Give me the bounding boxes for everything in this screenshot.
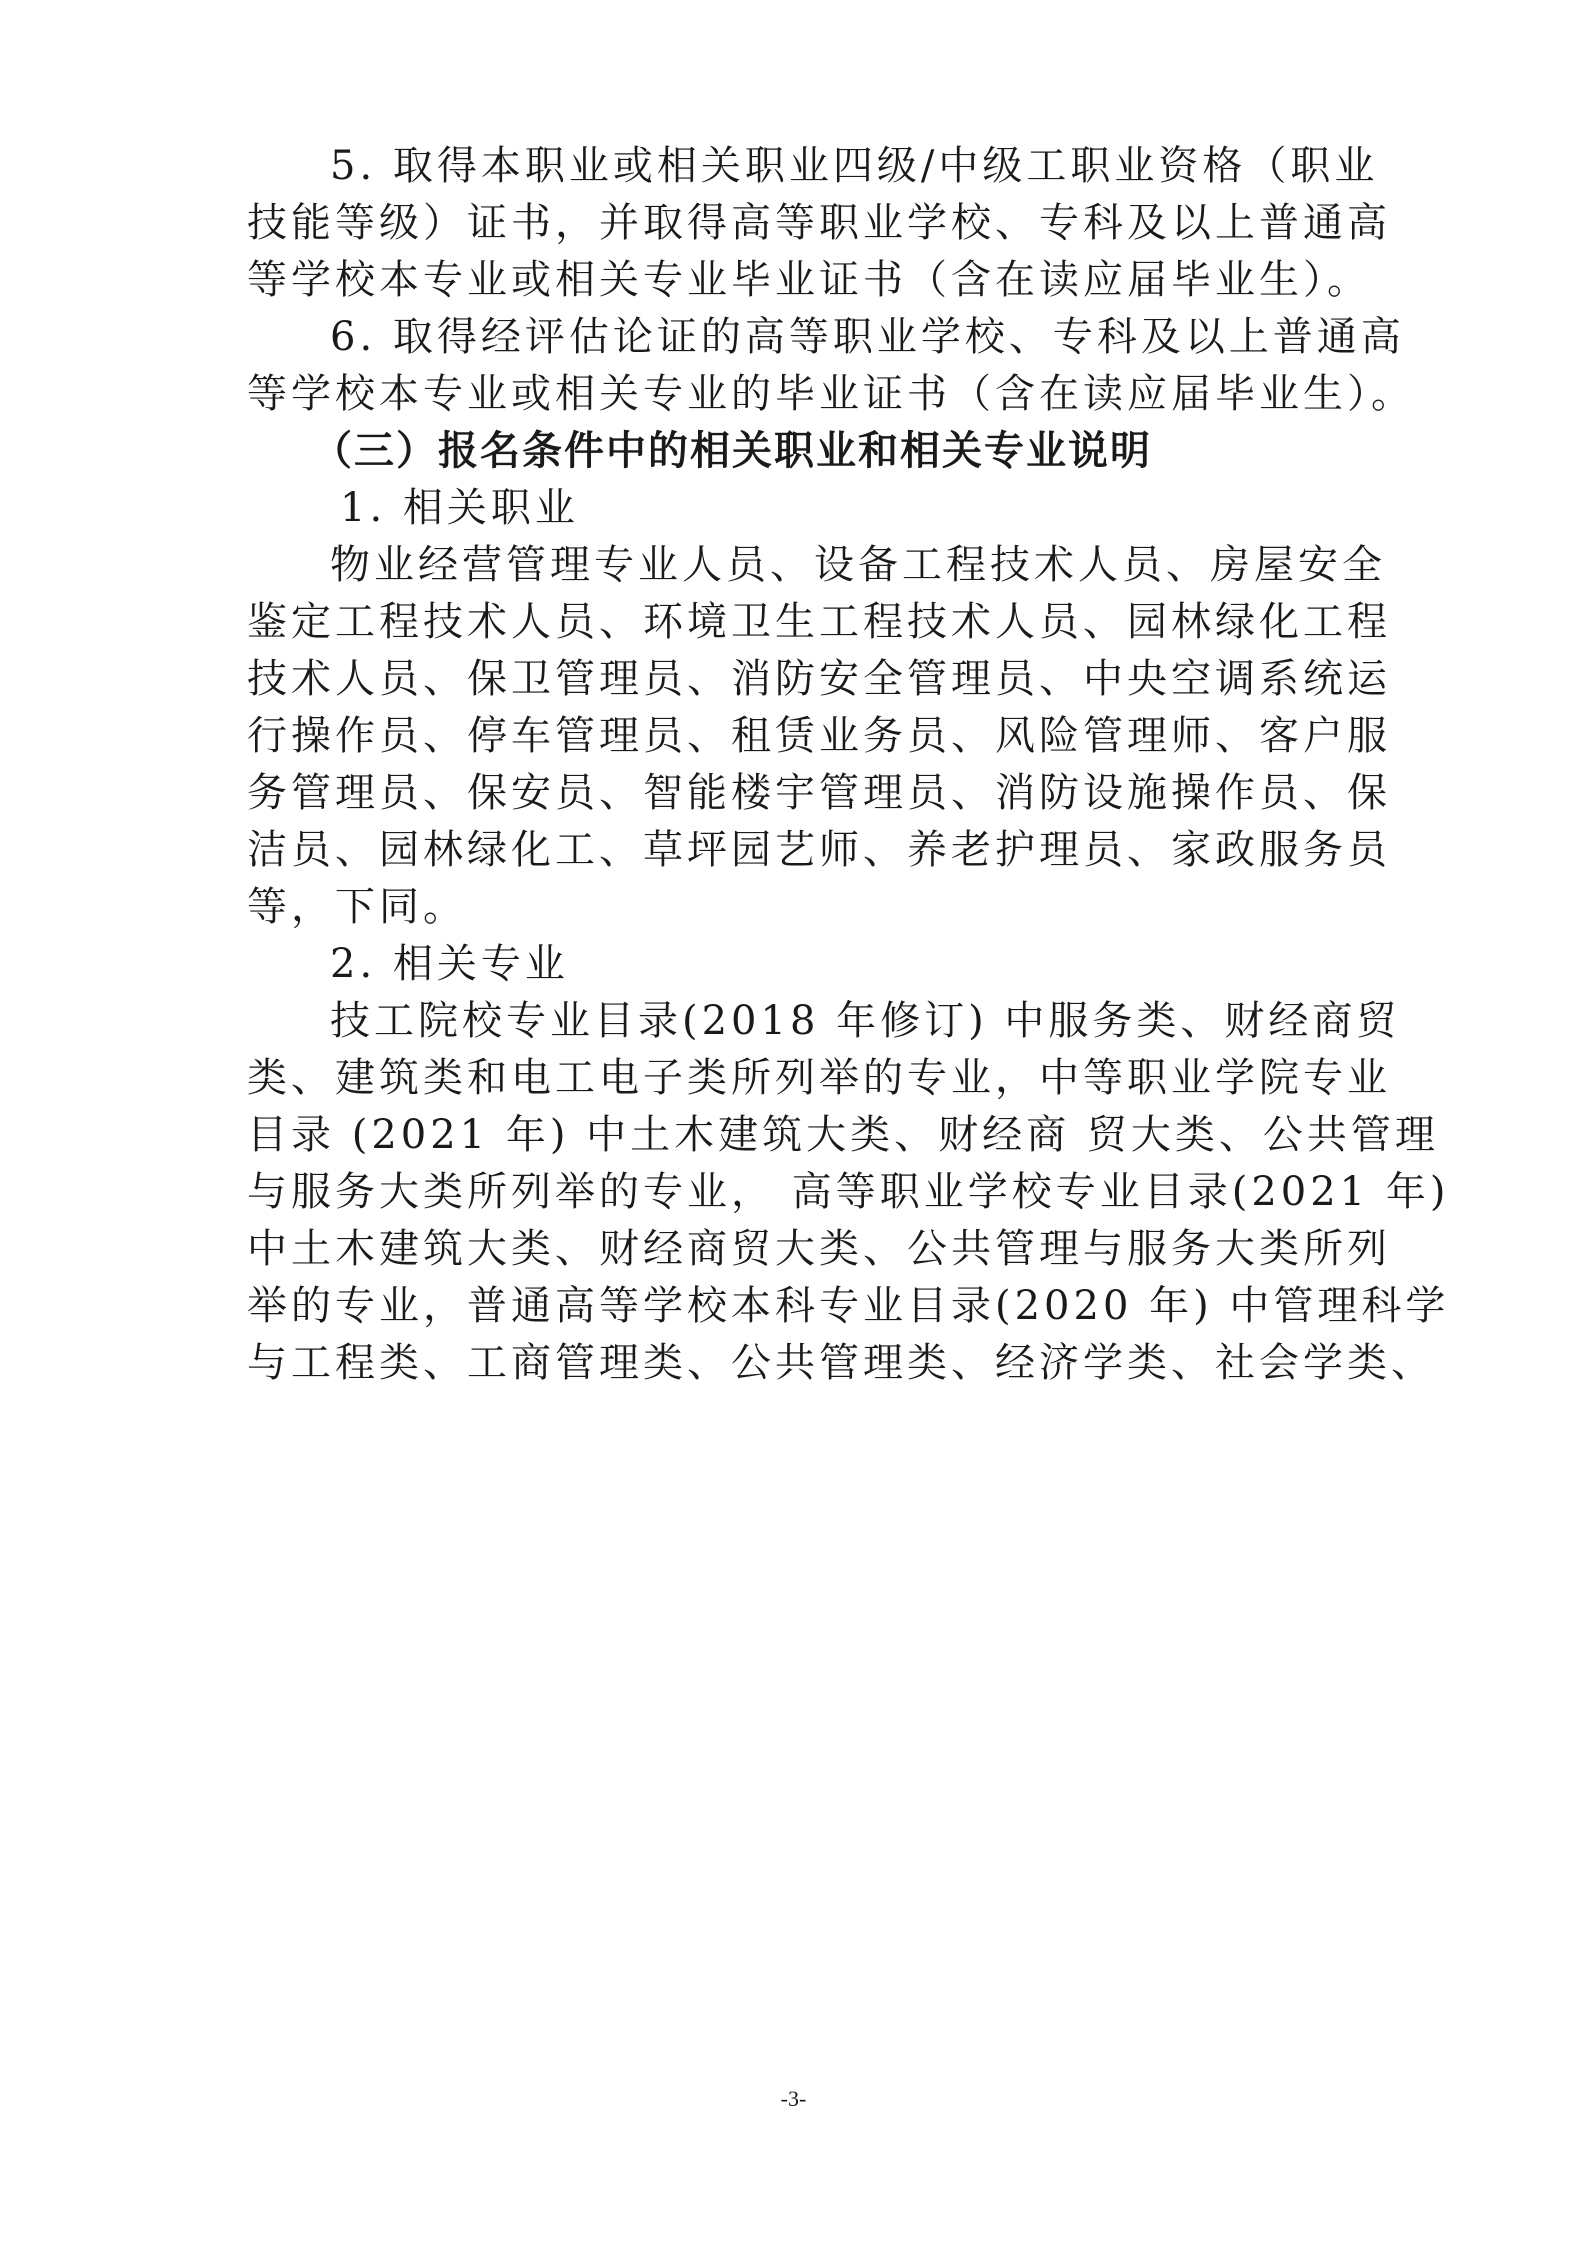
paragraph-6-line-1: 6. 取得经评估论证的高等职业学校、专科及以上普通高 bbox=[330, 314, 1405, 360]
majors-line-5: 中土木建筑大类、财经商贸大类、公共管理与服务大类所列 bbox=[247, 1226, 1391, 1272]
occupations-line-4: 行操作员、停车管理员、租赁业务员、风险管理师、客户服 bbox=[247, 713, 1391, 759]
page-number: -3- bbox=[780, 2086, 807, 2111]
occupations-line-6: 洁员、园林绿化工、草坪园艺师、养老护理员、家政服务员 bbox=[247, 827, 1391, 873]
occupations-line-5: 务管理员、保安员、智能楼宇管理员、消防设施操作员、保 bbox=[247, 770, 1391, 816]
subsection-related-majors: 2. 相关专业 bbox=[330, 941, 569, 987]
majors-line-2: 类、建筑类和电工电子类所列举的专业，中等职业学院专业 bbox=[247, 1055, 1391, 1101]
paragraph-5-line-2: 技能等级）证书，并取得高等职业学校、专科及以上普通高 bbox=[247, 200, 1391, 246]
majors-line-7: 与工程类、工商管理类、公共管理类、经济学类、社会学类、 bbox=[247, 1340, 1435, 1386]
majors-line-1: 技工院校专业目录(2018 年修订) 中服务类、财经商贸 bbox=[330, 998, 1401, 1044]
paragraph-5-line-1: 5. 取得本职业或相关职业四级/中级工职业资格（职业 bbox=[330, 143, 1379, 189]
paragraph-6-line-2: 等学校本专业或相关专业的毕业证书（含在读应届毕业生）。 bbox=[247, 371, 1415, 417]
majors-line-4: 与服务大类所列举的专业， 高等职业学校专业目录(2021 年) bbox=[247, 1169, 1450, 1215]
subsection-related-occupations: 1. 相关职业 bbox=[340, 485, 579, 531]
majors-line-3: 目录 (2021 年) 中土木建筑大类、财经商 贸大类、公共管理 bbox=[247, 1112, 1439, 1158]
paragraph-5-line-3: 等学校本专业或相关专业毕业证书（含在读应届毕业生）。 bbox=[247, 257, 1371, 303]
section-heading: （三）报名条件中的相关职业和相关专业说明 bbox=[312, 427, 1152, 474]
occupations-line-2: 鉴定工程技术人员、环境卫生工程技术人员、园林绿化工程 bbox=[247, 599, 1391, 645]
occupations-line-3: 技术人员、保卫管理员、消防安全管理员、中央空调系统运 bbox=[247, 656, 1391, 702]
occupations-line-7: 等，下同。 bbox=[247, 884, 467, 930]
occupations-line-1: 物业经营管理专业人员、设备工程技术人员、房屋安全 bbox=[330, 542, 1386, 588]
majors-line-6: 举的专业，普通高等学校本科专业目录(2020 年) 中管理科学 bbox=[247, 1283, 1450, 1329]
